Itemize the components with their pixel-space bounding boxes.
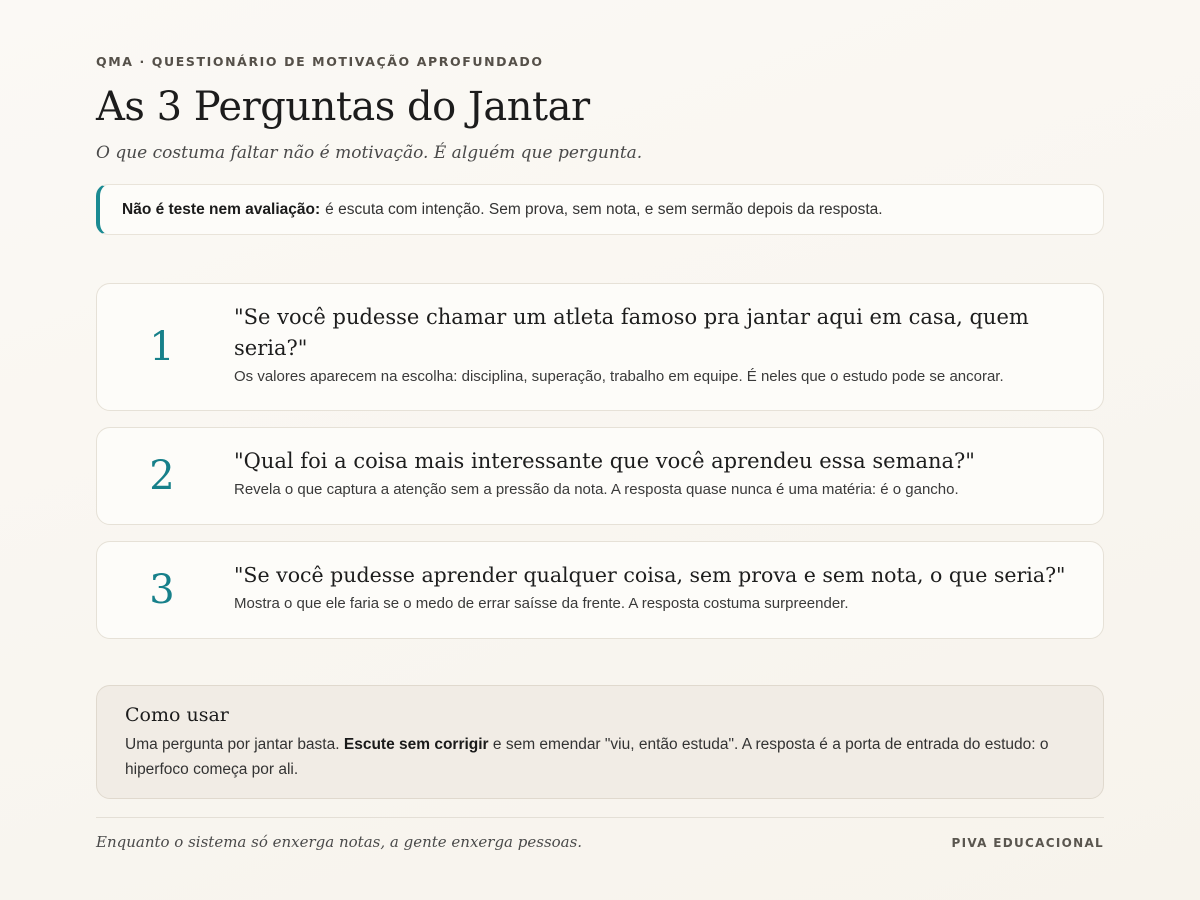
how-to-use-strong: Escute sem corrigir — [343, 736, 489, 753]
question-card-2 — [96, 427, 1104, 525]
how-to-use-text-after: e sem emendar "viu, então estuda". A resposta é a porta de entrada do estudo: o hiperfoco começa por ali. — [125, 736, 1049, 778]
notice-text: é escuta com intenção. Sem prova, sem nota, e sem sermão depois da resposta. — [325, 200, 883, 218]
question-description: Revela o que captura a atenção sem a pressão da nota. A resposta quase nunca é uma matéria: é o gancho. — [234, 481, 959, 498]
question-number: 1 — [149, 324, 175, 370]
page-subtitle: O que costuma faltar não é motivação. É alguém que pergunta. — [96, 143, 643, 163]
page-title: As 3 Perguntas do Jantar — [96, 84, 590, 130]
footer-quote: Enquanto o sistema só enxerga notas, a gente enxerga pessoas. — [96, 833, 583, 851]
question-text: "Se você pudesse chamar um atleta famoso pra jantar aqui em casa, quem seria?" — [234, 305, 1029, 360]
question-description: Os valores aparecem na escolha: disciplina, superação, trabalho em equipe. É neles que o estudo pode se ancorar. — [234, 368, 1004, 385]
footer-divider — [96, 817, 1104, 818]
how-to-use-text — [125, 732, 1075, 782]
question-text: "Se você pudesse aprender qualquer coisa, sem prova e sem nota, o que seria?" — [234, 563, 1066, 587]
question-card-1 — [96, 283, 1104, 411]
brand-name: PIVA EDUCACIONAL — [951, 836, 1104, 850]
notice-strong: Não é teste nem avaliação: — [122, 200, 321, 218]
question-description: Mostra o que ele faria se o medo de errar saísse da frente. A resposta costuma surpreender. — [234, 595, 849, 612]
question-text: "Qual foi a coisa mais interessante que você aprendeu essa semana?" — [234, 449, 975, 473]
eyebrow-label: QMA · QUESTIONÁRIO DE MOTIVAÇÃO APROFUNDADO — [96, 54, 544, 69]
question-number: 3 — [149, 567, 175, 613]
how-to-use-title: Como usar — [125, 704, 229, 726]
question-card-3 — [96, 541, 1104, 639]
question-number: 2 — [149, 453, 175, 499]
notice-callout — [96, 184, 1104, 235]
how-to-use-text-before: Uma pergunta por jantar basta. — [125, 736, 340, 753]
how-to-use-panel — [96, 685, 1104, 799]
